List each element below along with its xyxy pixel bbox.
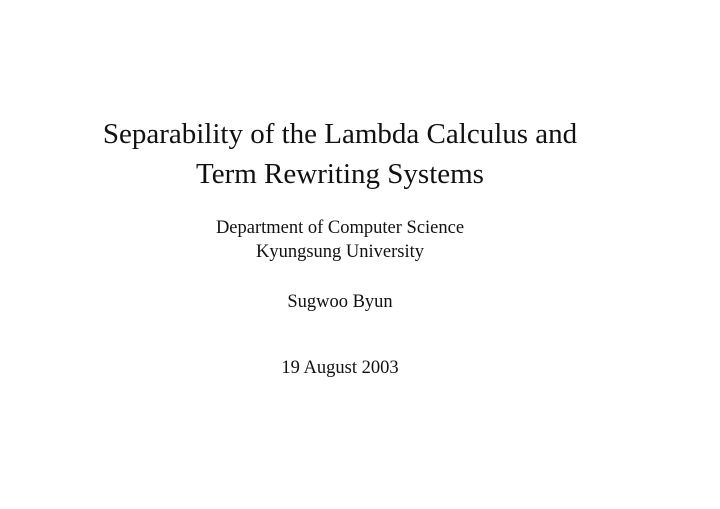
university: Kyungsung University [255,242,425,262]
title-line-1: Separability of the Lambda Calculus and [102,118,578,150]
title-line-2: Term Rewriting Systems [196,158,484,190]
department: Department of Computer Science [215,218,465,238]
author-name: Sugwoo Byun [287,292,393,312]
date: 19 August 2003 [281,358,399,378]
